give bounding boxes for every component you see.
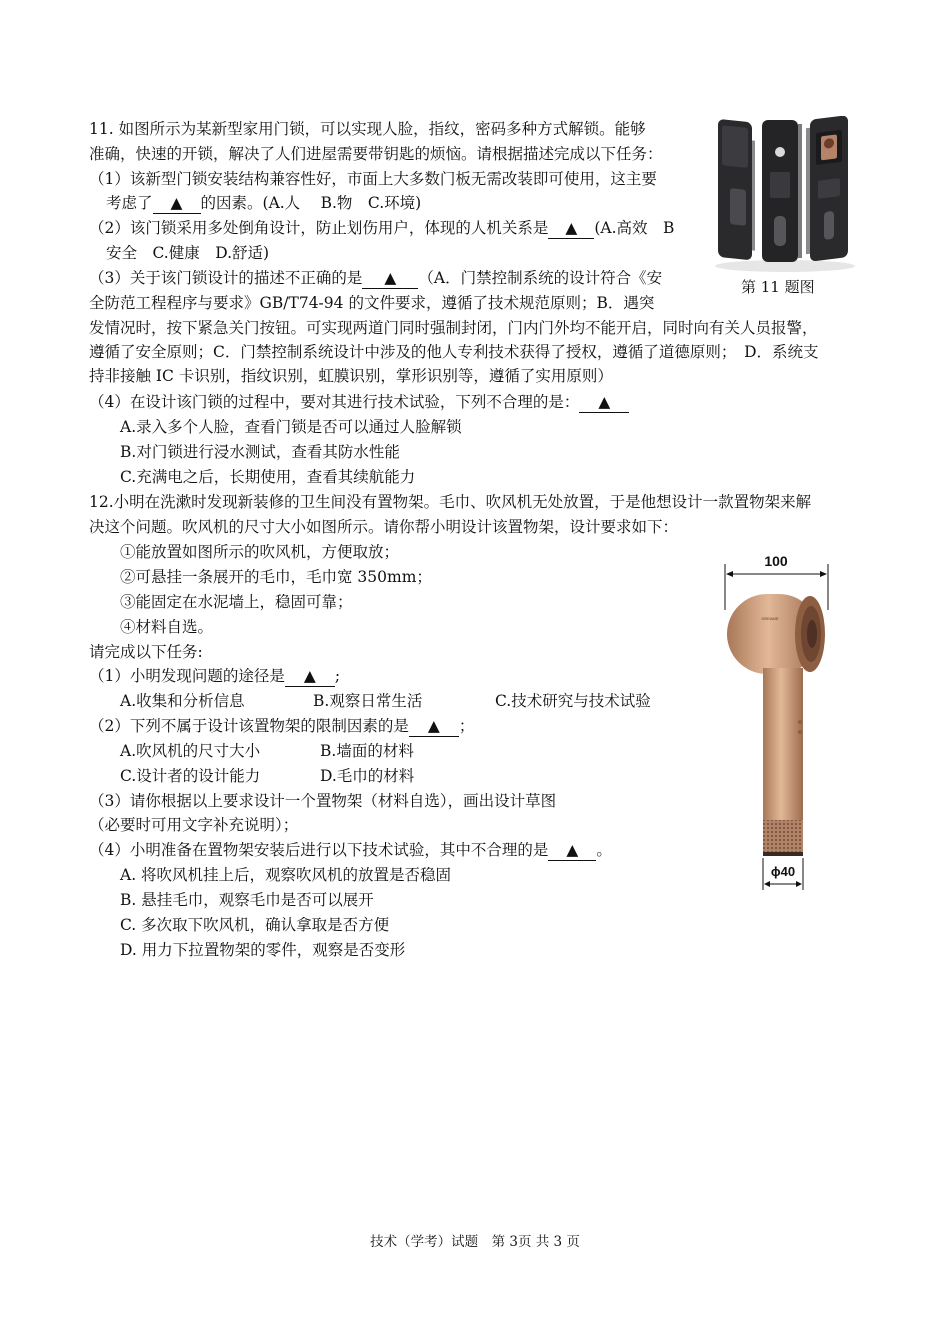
q12-task1-option-a: A.收集和分析信息 [120, 692, 245, 710]
q11-intro-line-2: 准确，快速的开锁，解决了人们进屋需要带钥匙的烦恼。请根据描述完成以下任务： [89, 145, 663, 163]
q12-task4-pre: （4）小明准备在置物架安装后进行以下技术试验，其中不合理的是 [89, 841, 549, 859]
door-lock-illustration [710, 116, 860, 274]
q12-task4-blank[interactable]: ▲ [548, 840, 596, 861]
q12-task1-post: ; [334, 667, 341, 685]
q11-part3-line-4: 遵循了安全原则；C．门禁控制系统设计中涉及的他人专利技术获得了授权，遵循了道德原则； D．系统支 [89, 343, 819, 361]
q12-task1-option-b: B.观察日常生活 [313, 692, 423, 710]
q12-requirement-2: ②可悬挂一条展开的毛巾，毛巾宽 350mm； [120, 568, 432, 586]
q11-part3-line-5: 持非接触 IC 卡识别，指纹识别，虹膜识别，掌形识别等，遵循了实用原则） [89, 367, 613, 385]
q12-task4-line [89, 840, 612, 861]
svg-text:DREAME: DREAME [761, 616, 779, 621]
q11-part3-post: （A．门禁控制系统的设计符合《安 [418, 269, 663, 287]
q12-task2-post: ； [458, 717, 475, 735]
q12-requirement-4: ④材料自选。 [120, 618, 214, 636]
q12-requirement-1: ①能放置如图所示的吹风机，方便取放； [120, 543, 400, 561]
q12-task4-option-a: A. 将吹风机挂上后，观察吹风机的放置是否稳固 [120, 866, 452, 884]
q12-task1-option-c: C.技术研究与技术试验 [495, 692, 651, 710]
q11-part2-line-2: 安全 C.健康 D.舒适) [106, 244, 270, 262]
q11-part1-line-1: （1）该新型门锁安装结构兼容性好，市面上大多数门板无需改装即可使用，这主要 [89, 170, 657, 188]
q12-task4-option-c: C. 多次取下吹风机，确认拿取是否方便 [120, 916, 390, 934]
q11-figure-caption: 第 11 题图 [741, 278, 815, 296]
q12-task1-line [89, 666, 340, 687]
q12-task3-line-1: （3）请你根据以上要求设计一个置物架（材料自选），画出设计草图 [89, 792, 557, 810]
q11-part3-blank[interactable]: ▲ [362, 268, 418, 289]
q12-task2-option-b: B.墙面的材料 [320, 742, 414, 760]
q11-part1-line-2 [106, 193, 421, 214]
q11-part1-post: 的因素。(A.人 B.物 C.环境) [200, 194, 422, 212]
q11-part4-pre: （4）在设计该门锁的过程中，要对其进行技术试验，下列不合理的是： [89, 393, 580, 411]
q12-task4-option-d: D. 用力下拉置物架的零件，观察是否变形 [120, 941, 406, 959]
q11-part2-blank[interactable]: ▲ [548, 218, 594, 239]
q12-task2-line [89, 716, 474, 737]
q12-task1-blank[interactable]: ▲ [285, 666, 335, 687]
door-lock-figure [710, 116, 860, 274]
q12-task2-blank[interactable]: ▲ [409, 716, 459, 737]
q12-intro-line-2: 决这个问题。吹风机的尺寸大小如图所示。请你帮小明设计该置物架，设计要求如下： [89, 518, 679, 536]
q12-tasks-heading: 请完成以下任务: [89, 643, 203, 661]
q12-requirement-3: ③能固定在水泥墙上，稳固可靠； [120, 593, 353, 611]
q11-part4-blank[interactable]: ▲ [579, 392, 629, 413]
q12-task2-option-a: A.吹风机的尺寸大小 [120, 742, 261, 760]
q11-part3-pre: （3）关于该门锁设计的描述不正确的是 [89, 269, 363, 287]
q12-task4-post: 。 [596, 841, 612, 859]
q11-part2-pre: （2）该门锁采用多处倒角设计，防止划伤用户，体现的人机关系是 [89, 219, 549, 237]
q11-part4-option-c: C.充满电之后，长期使用，查看其续航能力 [120, 468, 416, 486]
dryer-width-label: 100 [764, 553, 788, 569]
q12-task3-line-2: （必要时可用文字补充说明）； [89, 816, 299, 834]
q11-part2-post: (A.高效 B [594, 219, 675, 237]
q12-task2-pre: （2）下列不属于设计该置物架的限制因素的是 [89, 717, 409, 735]
q11-part4-line [89, 392, 629, 413]
q12-task4-option-b: B. 悬挂毛巾，观察毛巾是否可以展开 [120, 891, 374, 909]
dryer-diameter-label: ϕ40 [770, 864, 796, 879]
q11-part1-blank[interactable]: ▲ [153, 193, 201, 214]
q11-part3-line-3: 发情况时，按下紧急关门按钮。可实现两道门同时强制封闭，门内门外均不能开启，同时向有关人员报警， [89, 319, 818, 337]
q12-intro-line-1: 12.小明在洗漱时发现新装修的卫生间没有置物架。毛巾、吹风机无处放置，于是他想设计一款置物架来解 [89, 493, 812, 511]
hair-dryer-figure [718, 550, 838, 895]
q11-part1-pre: 考虑了 [106, 194, 153, 212]
hair-dryer-illustration [718, 550, 838, 895]
q11-part3-line-1 [89, 268, 662, 289]
q11-part4-option-a: A.录入多个人脸，查看门锁是否可以通过人脸解锁 [120, 418, 462, 436]
page-footer: 技术（学考）试题 第 3页 共 3 页 [370, 1234, 580, 1250]
q11-part3-line-2: 全防范工程程序与要求》GB/T74-94 的文件要求，遵循了技术规范原则；B．遇突 [89, 294, 655, 312]
q11-intro-line-1: 11. 如图所示为某新型家用门锁，可以实现人脸，指纹，密码多种方式解锁。能够 [89, 120, 646, 138]
q12-task2-option-c: C.设计者的设计能力 [120, 767, 261, 785]
q12-task2-option-d: D.毛巾的材料 [320, 767, 415, 785]
q11-part2-line-1 [89, 218, 674, 239]
q11-part4-option-b: B.对门锁进行浸水测试，查看其防水性能 [120, 443, 400, 461]
q12-task1-pre: （1）小明发现问题的途径是 [89, 667, 285, 685]
